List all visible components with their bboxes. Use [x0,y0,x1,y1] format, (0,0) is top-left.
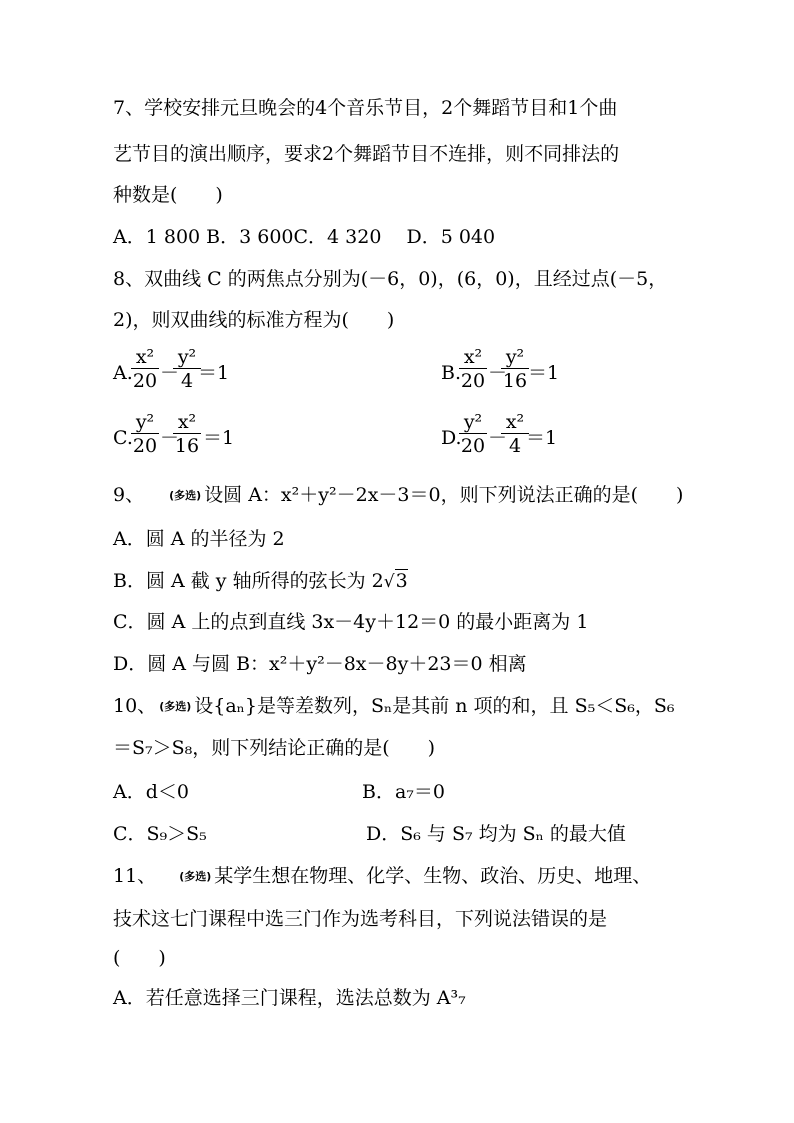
q10-option-a: A．d＜0 [113,781,189,803]
numerator: x² [177,411,197,433]
q9-option-a: A．圆 A 的半径为 2 [113,528,285,550]
option-label: C. [113,427,133,449]
fraction [458,411,488,456]
multi-select-tag: (多选) [169,489,202,502]
denominator: 20 [460,435,486,457]
q11-stem-line3: ( ) [113,947,166,969]
rhs: ＝1 [526,427,558,449]
fraction [130,346,160,391]
q11-option-a: A．若任意选择三门课程，选法总数为 A³₇ [113,987,466,1009]
numerator: x² [463,346,483,368]
q10-stem-line2: ＝S₇＞S₈，则下列结论正确的是( ) [113,737,436,759]
q7-line1: 7、学校安排元旦晚会的4个音乐节目，2个舞蹈节目和1个曲 [113,97,618,119]
q9-option-c: C．圆 A 上的点到直线 3x－4y＋12＝0 的最小距离为 1 [113,611,589,633]
denominator: 20 [132,370,158,392]
option-text: B．圆 A 截 y 轴所得的弦长为 2 [113,570,384,592]
numerator: y² [505,346,525,368]
q7-line2: 艺节目的演出顺序，要求2个舞蹈节目不连排，则不同排法的 [113,143,620,165]
question-stem: 设圆 A：x²＋y²－2x－3＝0，则下列说法正确的是( ) [204,484,684,506]
radicand: 3 [395,570,408,592]
denominator: 4 [180,370,194,392]
q9-option-b: B．圆 A 截 y 轴所得的弦长为 2√3 [113,570,408,592]
question-number: 10、 [113,695,157,717]
option-label: B. [441,362,462,384]
option-label: D. [441,427,462,449]
denominator: 20 [132,435,158,457]
q10-stem-line1 [113,694,674,719]
question-stem: 某学生想在物理、化学、生物、政治、历史、地理、 [214,865,652,887]
fraction [458,346,488,391]
q8-line1: 8、双曲线 C 的两焦点分别为(－6，0)，(6，0)，且经过点(－5， [113,268,668,290]
q9-option-d: D．圆 A 与圆 B：x²＋y²－8x－8y＋23＝0 相离 [113,653,527,675]
fraction [500,346,530,391]
numerator: y² [135,411,155,433]
rhs: ＝1 [528,362,560,384]
denominator: 16 [502,370,528,392]
numerator: y² [177,346,197,368]
q10-option-d: D．S₆ 与 S₇ 均为 Sₙ 的最大值 [366,823,626,845]
rhs: ＝1 [198,362,230,384]
q11-stem-line2: 技术这七门课程中选三门作为选考科目，下列说法错误的是 [113,908,608,930]
q8-line2: 2)，则双曲线的标准方程为( ) [113,309,395,331]
rhs: ＝1 [203,427,235,449]
q11-stem-line1 [113,864,651,889]
multi-select-tag: (多选) [159,700,192,713]
q10-option-b: B．a₇＝0 [362,781,445,803]
numerator: x² [505,411,525,433]
question-number: 9、 [113,484,145,506]
question-number: 11、 [113,865,157,887]
denominator: 16 [174,435,200,457]
fraction [172,411,202,456]
question-stem: 设{aₙ}是等差数列，Sₙ是其前 n 项的和，且 S₅＜S₆，S₆ [194,695,675,717]
q10-option-c: C．S₉＞S₅ [113,823,207,845]
option-label: A. [113,362,133,384]
fraction [130,411,160,456]
q7-options: A．1 800 B．3 600C．4 320 D．5 040 [113,226,496,248]
denominator: 4 [508,435,522,457]
q9-stem [113,483,683,508]
numerator: x² [135,346,155,368]
q7-line3: 种数是( ) [113,184,223,206]
numerator: y² [463,411,483,433]
denominator: 20 [460,370,486,392]
multi-select-tag: (多选) [179,870,212,883]
